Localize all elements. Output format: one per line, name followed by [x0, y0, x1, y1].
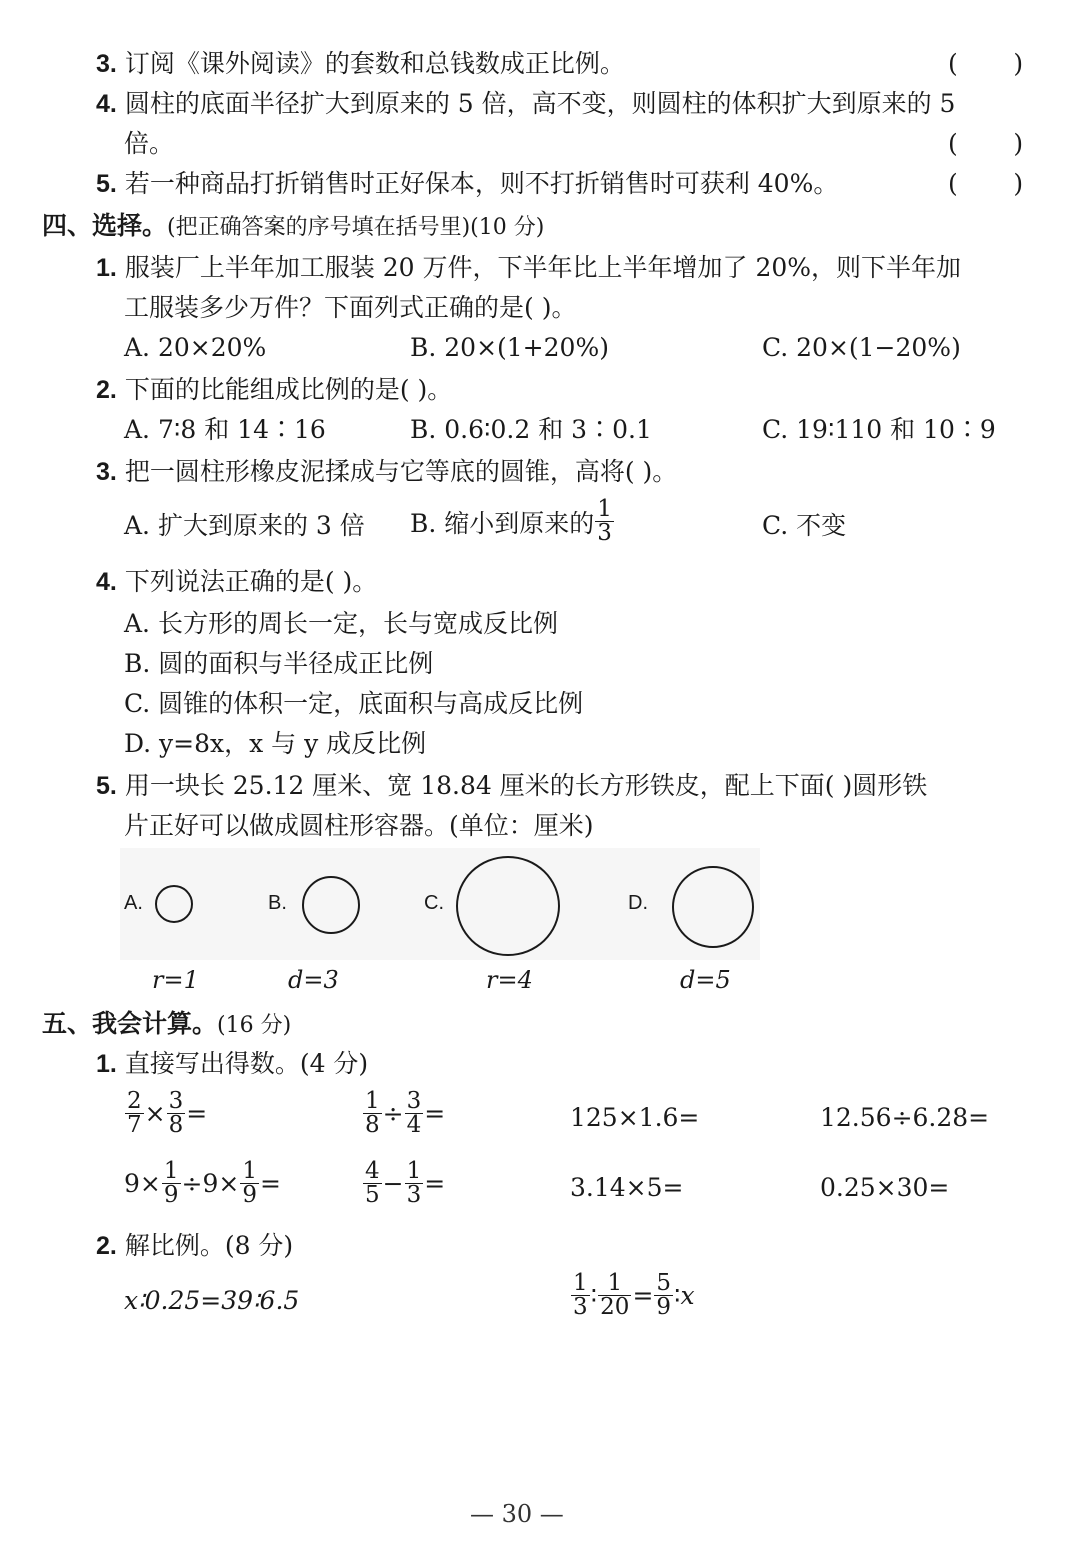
mc-q5	[96, 766, 927, 806]
fraction: $\frac{1}{9}$	[242, 1158, 257, 1208]
section-title: 四、选择。	[42, 211, 168, 240]
question-text: 下面的比能组成比例的是( )。	[124, 375, 453, 404]
item-number: 2.	[96, 376, 117, 404]
tf-item-5	[96, 164, 838, 204]
section-title: 五、我会计算。	[42, 1009, 218, 1038]
circle-c[interactable]	[456, 856, 560, 956]
mc-q2	[96, 370, 452, 410]
tf-item-4	[96, 84, 955, 124]
proportion-1: x∶0.25=39∶6.5	[124, 1286, 300, 1315]
question-text: 下列说法正确的是( )。	[124, 567, 378, 596]
fraction: $\frac{1}{20}$	[600, 1270, 630, 1320]
section-4-heading	[42, 206, 544, 248]
fraction: $\frac{1}{9}$	[163, 1158, 179, 1208]
calc-q2	[96, 1226, 293, 1266]
item-text: 圆柱的底面半径扩大到原来的 5 倍，高不变，则圆柱的体积扩大到原来的 5	[124, 89, 956, 118]
option-a[interactable]: A. 7∶8 和 14∶16	[124, 415, 326, 444]
expr-6: $\frac{4}{5}$ − $\frac{1}{3}$ =	[365, 1158, 446, 1208]
circle-value-c: r=4	[486, 966, 533, 994]
option-b[interactable]	[410, 498, 615, 545]
answer-paren[interactable]: ( )	[948, 49, 1024, 78]
item-number: 4.	[96, 90, 117, 118]
mc-q1	[96, 248, 961, 288]
option-a[interactable]: A. 20×20%	[124, 333, 267, 362]
fraction: $\frac{5}{9}$	[656, 1270, 672, 1320]
calc-q1	[96, 1044, 368, 1084]
option-b[interactable]: B. 圆的面积与半径成正比例	[124, 649, 434, 678]
proportion-2: $\frac{1}{3}$ ∶ $\frac{1}{20}$ = $\frac{5}{9}$ ∶ x	[573, 1270, 695, 1320]
option-text: B. 缩小到原来的	[410, 508, 595, 538]
circle-a[interactable]	[155, 885, 193, 923]
page-number: — 30 —	[470, 1500, 564, 1528]
fraction: $\frac{1}{3}$	[406, 1158, 422, 1208]
fraction: $\frac{2}{7}$	[127, 1088, 142, 1138]
answer-paren[interactable]: ( )	[948, 129, 1024, 158]
option-c[interactable]: C. 不变	[762, 511, 847, 540]
question-text-cont: 工服装多少万件？下面列式正确的是( )。	[124, 293, 577, 322]
mc-q4	[96, 562, 377, 602]
item-number: 2.	[96, 1232, 117, 1260]
option-b[interactable]: B. 20×(1+20%)	[410, 333, 609, 362]
fraction: $\frac{1}{8}$	[365, 1088, 380, 1138]
section-5-heading	[42, 1004, 291, 1046]
mc-q3	[96, 452, 677, 492]
question-text-cont: 片正好可以做成圆柱形容器。(单位：厘米)	[124, 811, 594, 840]
tf-item-3	[96, 44, 625, 84]
expr-1: $\frac{2}{7}$ × $\frac{3}{8}$ =	[127, 1088, 208, 1138]
item-number: 4.	[96, 568, 117, 596]
circle-b[interactable]	[302, 876, 360, 934]
circle-value-d: d=5	[680, 966, 731, 994]
circle-label-b: B.	[268, 892, 287, 914]
item-number: 1.	[96, 1050, 117, 1078]
option-b[interactable]: B. 0.6∶0.2 和 3∶0.1	[410, 415, 652, 444]
expr-3: 125×1.6=	[570, 1103, 700, 1132]
option-c[interactable]: C. 圆锥的体积一定，底面积与高成反比例	[124, 689, 584, 718]
answer-paren[interactable]: ( )	[948, 169, 1024, 198]
option-a[interactable]: A. 长方形的周长一定，长与宽成反比例	[124, 609, 558, 638]
question-text: 解比例。(8 分)	[124, 1231, 294, 1260]
item-number: 3.	[96, 50, 117, 78]
expr-5: 9× $\frac{1}{9}$ ÷9× $\frac{1}{9}$ =	[124, 1158, 281, 1208]
question-text: 直接写出得数。(4 分)	[124, 1049, 369, 1078]
question-text: 把一圆柱形橡皮泥揉成与它等底的圆锥，高将( )。	[124, 457, 678, 486]
option-c[interactable]: C. 20×(1−20%)	[762, 333, 961, 362]
option-c[interactable]: C. 19∶110 和 10∶9	[762, 415, 996, 444]
item-number: 5.	[96, 772, 117, 800]
item-number: 3.	[96, 458, 117, 486]
option-a[interactable]: A. 扩大到原来的 3 倍	[124, 511, 365, 540]
option-d[interactable]: D. y=8x，x 与 y 成反比例	[124, 729, 427, 758]
item-text-cont: 倍。	[124, 129, 175, 158]
item-text: 订阅《课外阅读》的套数和总钱数成正比例。	[124, 49, 625, 78]
item-number: 5.	[96, 170, 117, 198]
item-text: 若一种商品打折销售时正好保本，则不打折销售时可获利 40%。	[124, 169, 839, 198]
expr-2: $\frac{1}{8}$ ÷ $\frac{3}{4}$ =	[365, 1088, 446, 1138]
question-text: 用一块长 25.12 厘米、宽 18.84 厘米的长方形铁皮，配上下面( )圆形铁	[124, 771, 928, 800]
circle-label-c: C.	[424, 892, 444, 914]
circle-d[interactable]	[672, 866, 754, 948]
fraction: $\frac{3}{8}$	[168, 1088, 184, 1138]
section-note: (把正确答案的序号填在括号里)(10 分)	[167, 215, 545, 240]
expr-8: 0.25×30=	[820, 1173, 950, 1202]
fraction: $\frac{1}{3}$	[597, 496, 612, 546]
expr-4: 12.56÷6.28=	[820, 1103, 990, 1132]
fraction: $\frac{4}{5}$	[365, 1158, 380, 1208]
circle-label-a: A.	[124, 892, 143, 914]
expr-7: 3.14×5=	[570, 1173, 684, 1202]
fraction: $\frac{1}{3}$	[573, 1270, 588, 1320]
section-note: (16 分)	[217, 1013, 292, 1038]
fraction: $\frac{3}{4}$	[406, 1088, 422, 1138]
item-number: 1.	[96, 254, 117, 282]
circle-value-b: d=3	[288, 966, 339, 994]
circle-label-d: D.	[628, 892, 648, 914]
question-text: 服装厂上半年加工服装 20 万件，下半年比上半年增加了 20%，则下半年加	[124, 253, 962, 282]
circle-value-a: r=1	[152, 966, 199, 994]
